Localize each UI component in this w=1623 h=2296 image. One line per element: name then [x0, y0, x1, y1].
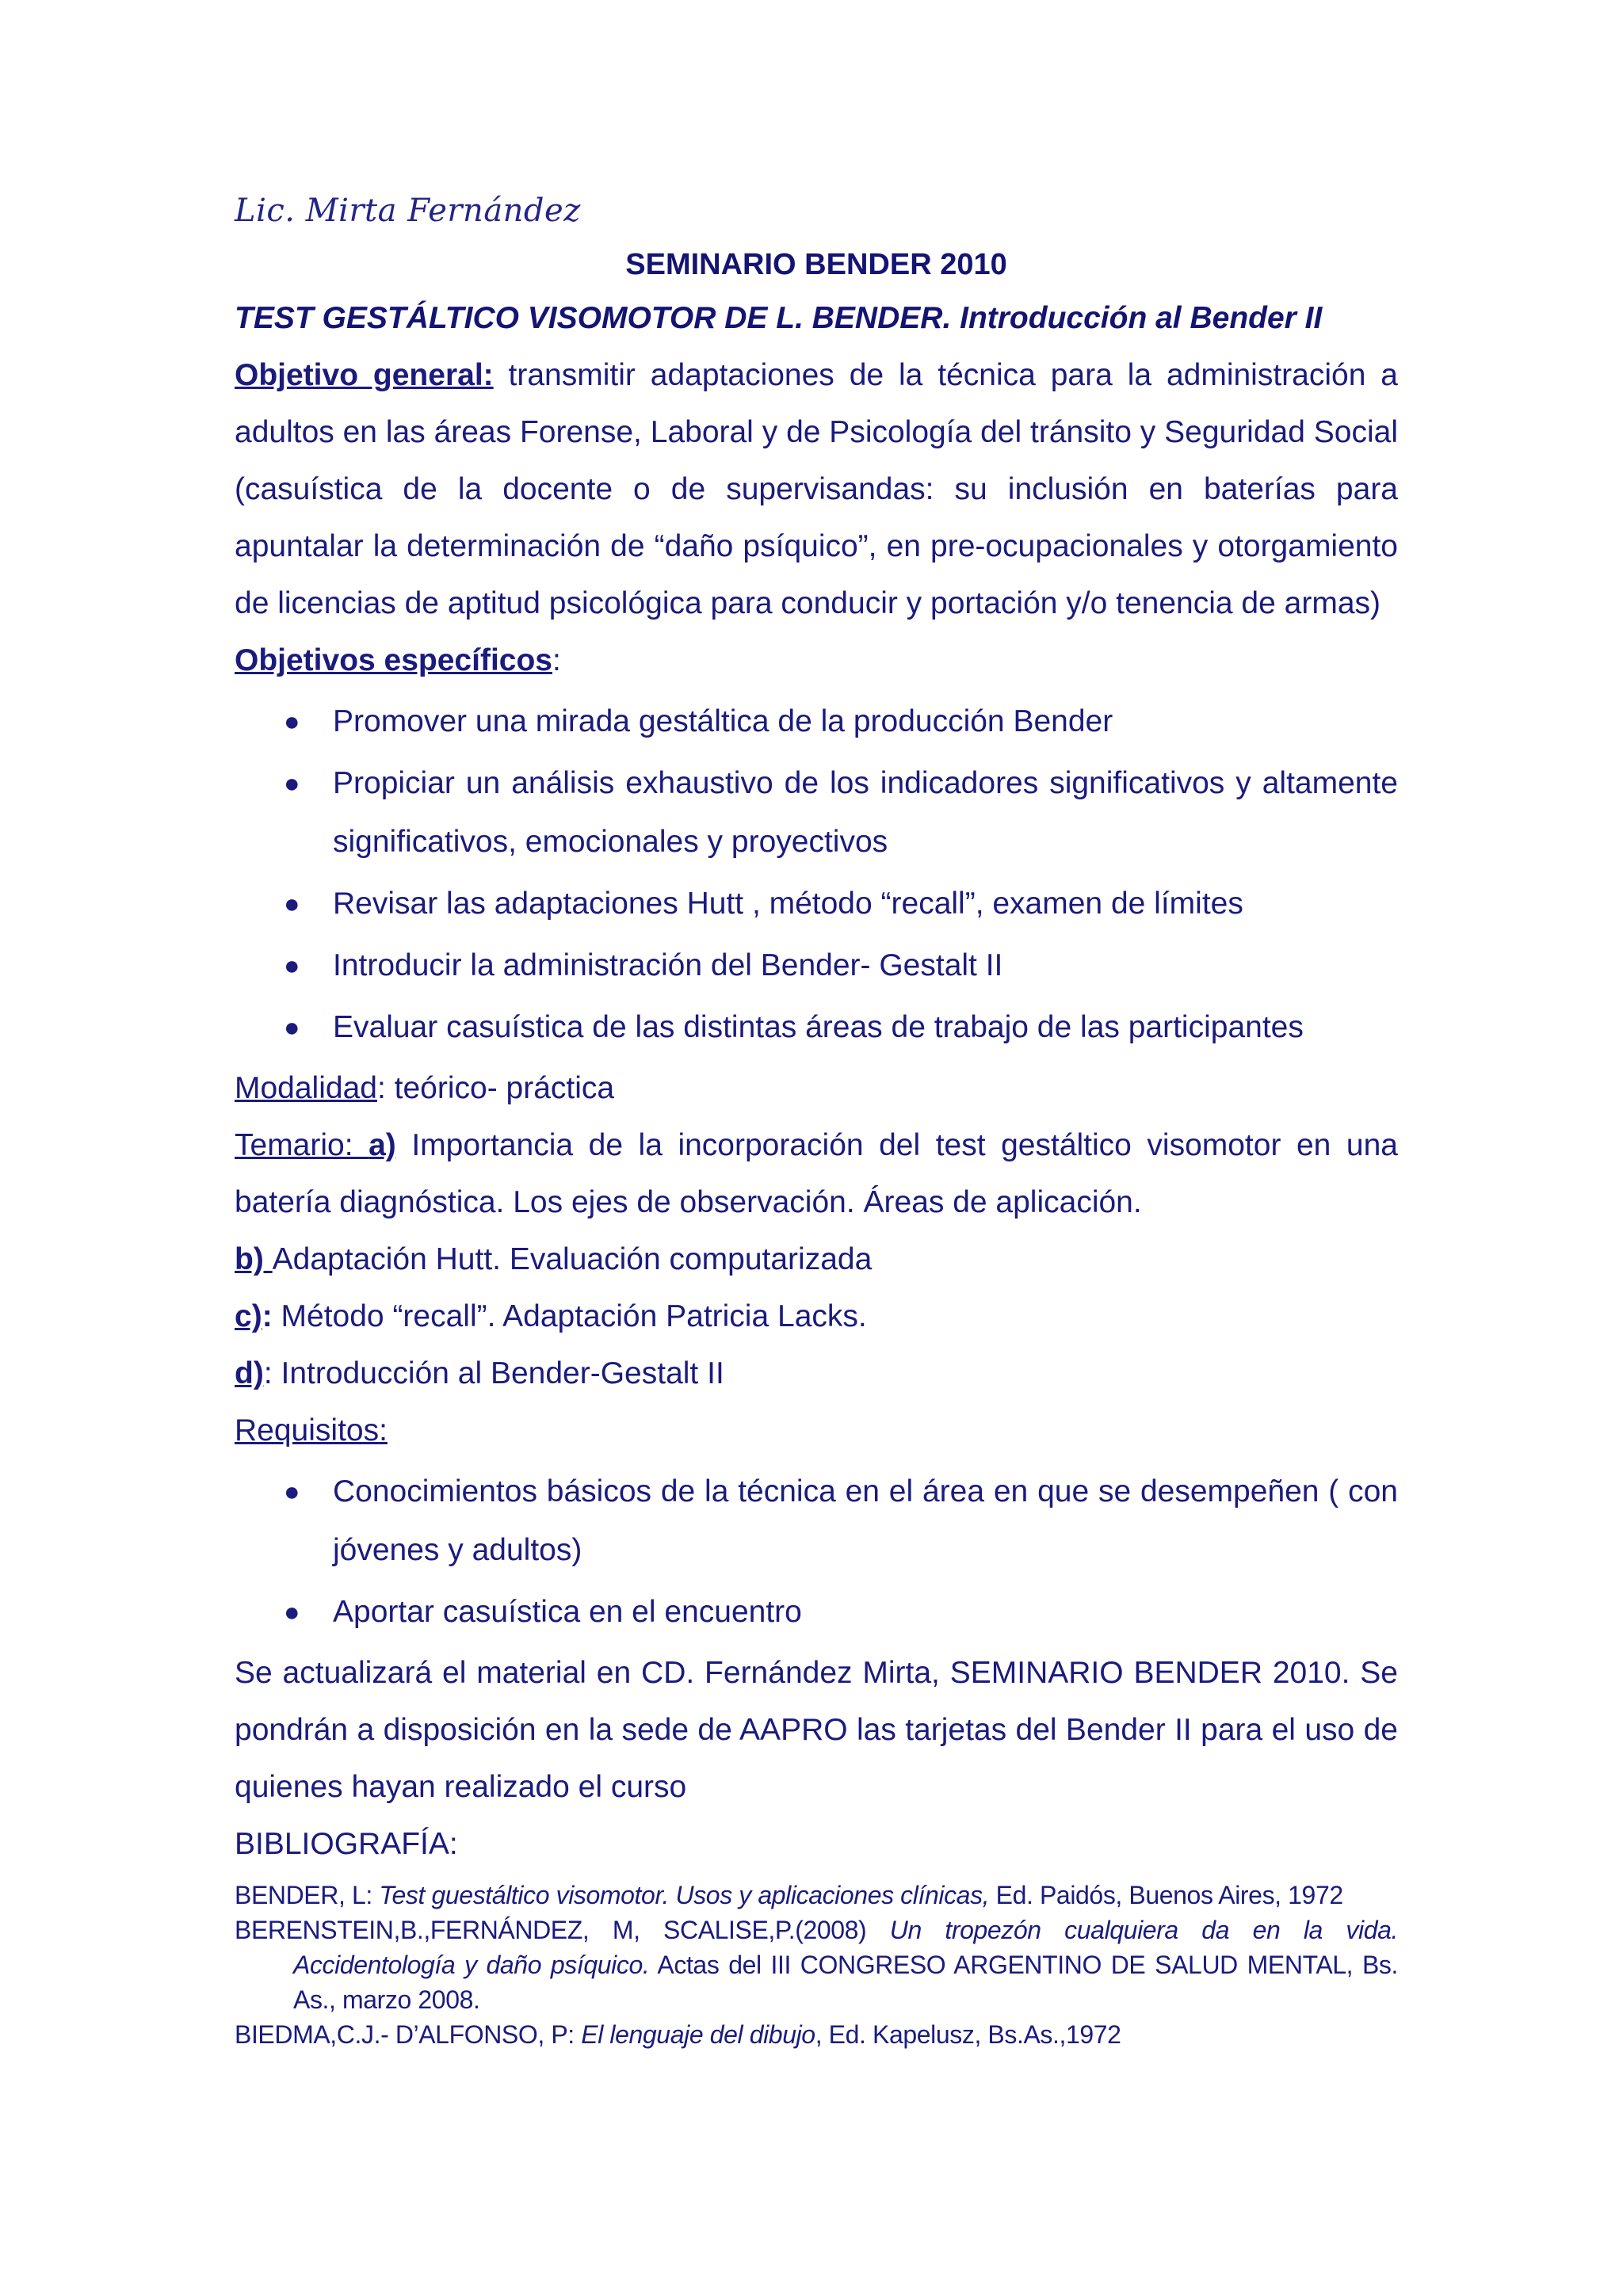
list-item-text: Evaluar casuística de las distintas áreas de trabajo de las participantes — [333, 1010, 1304, 1044]
bullet-icon: ● — [284, 1477, 300, 1507]
author-name: Lic. Mirta Fernández — [235, 193, 581, 229]
modalidad-text: : teórico- práctica — [376, 1071, 615, 1105]
temario-a — [235, 1117, 1398, 1231]
list-item — [235, 1463, 1398, 1580]
bullet-icon: ● — [284, 889, 300, 919]
objetivos-especificos-suffix: : — [552, 643, 561, 677]
temario-d-label: d) — [235, 1356, 264, 1390]
list-item-text: Propiciar un análisis exhaustivo de los indicadores significativos y altamente significativos, emocionales y proyectivos — [333, 766, 1398, 859]
list-item — [235, 998, 1398, 1057]
bib-title: Test guestáltico visomotor. Usos y aplicaciones clínicas, — [379, 1881, 990, 1909]
requisitos-label: Requisitos: — [235, 1413, 388, 1447]
temario-d-text: : Introducción al Bender-Gestalt II — [263, 1356, 724, 1390]
document-content — [235, 190, 1398, 2052]
temario-b — [235, 1231, 1398, 1288]
bib-entry — [235, 2017, 1398, 2052]
list-item-text: Aportar casuística en el encuentro — [333, 1595, 802, 1629]
temario-d — [235, 1345, 1398, 1402]
objetivo-general-label: Objetivo general: — [235, 358, 494, 392]
bib-author: BIEDMA,C.J.- D’ALFONSO, P: — [235, 2020, 582, 2049]
list-item-text: Conocimientos básicos de la técnica en el área en que se desempeñen ( con jóvenes y adultos) — [333, 1474, 1398, 1567]
temario-a-label: a) — [369, 1128, 396, 1162]
bib-title: Un tropezón cualquiera da en la vida. Accidentología y daño psíquico. — [293, 1916, 1398, 1979]
bibliografia-heading: BIBLIOGRAFÍA: — [235, 1827, 458, 1861]
bullet-icon: ● — [284, 951, 300, 981]
bib-entry — [235, 1878, 1398, 1913]
requisitos-list — [235, 1463, 1398, 1642]
bullet-icon: ● — [284, 1013, 300, 1043]
modalidad-label: Modalidad — [235, 1071, 377, 1105]
bullet-icon: ● — [284, 769, 300, 799]
modalidad — [235, 1060, 1398, 1117]
objetivo-general-text: transmitir adaptaciones de la técnica para la administración a adultos en las áreas Forense, Laboral y de Psicología del tránsito y Seguridad Social (casuística de la docente o de supervisandas: su inclusión en baterías para apuntalar la determinación de “daño psíquico”, en pre-ocupacionales y otorgamiento de licencias de aptitud psicológica para conducir y portación y/o tenencia de armas) — [235, 358, 1398, 620]
bib-publisher: , Ed. Kapelusz, Bs.As.,1972 — [815, 2020, 1121, 2049]
bullet-icon: ● — [284, 1597, 300, 1627]
list-item — [235, 754, 1398, 871]
bibliografia-list — [235, 1878, 1398, 2052]
temario-c — [235, 1288, 1398, 1345]
temario-c-label: c) — [235, 1299, 262, 1333]
objetivos-especificos-heading — [235, 632, 1398, 689]
list-item-text: Revisar las adaptaciones Hutt , método “recall”, examen de límites — [333, 887, 1243, 921]
document-title: SEMINARIO BENDER 2010 — [625, 248, 1007, 281]
objetivos-especificos-label: Objetivos específicos — [235, 643, 552, 677]
bib-publisher: Ed. Paidós, Buenos Aires, 1972 — [989, 1881, 1343, 1909]
list-item — [235, 875, 1398, 933]
temario-b-text: Adaptación Hutt. Evaluación computarizada — [272, 1242, 873, 1276]
bib-author: BENDER, L: — [235, 1881, 380, 1909]
document-subtitle: TEST GESTÁLTICO VISOMOTOR DE L. BENDER. Introducción al Bender II — [235, 301, 1323, 335]
temario-label: Temario: — [235, 1128, 369, 1162]
bib-entry — [235, 1913, 1398, 2017]
objetivo-general — [235, 347, 1398, 632]
bib-title: El lenguaje del dibujo — [581, 2020, 815, 2049]
bib-author: BERENSTEIN,B.,FERNÁNDEZ, M, SCALISE,P.(2008) — [235, 1916, 890, 1944]
list-item-text: Promover una mirada gestáltica de la producción Bender — [333, 704, 1113, 738]
list-item — [235, 1583, 1398, 1642]
bullet-icon: ● — [284, 707, 300, 737]
objetivos-especificos-list — [235, 692, 1398, 1057]
list-item-text: Introducir la administración del Bender- Gestalt II — [333, 948, 1003, 982]
bib-publisher: Actas del III CONGRESO ARGENTINO DE SALUD MENTAL, Bs. As., marzo 2008. — [293, 1951, 1398, 2014]
temario-c-text: Método “recall”. Adaptación Patricia Lacks. — [272, 1299, 867, 1333]
list-item — [235, 692, 1398, 751]
temario-c-colon: : — [262, 1299, 273, 1333]
requisitos-heading — [235, 1402, 1398, 1459]
temario-b-label: b) — [235, 1242, 273, 1276]
temario-a-text: Importancia de la incorporación del test gestáltico visomotor en una batería diagnóstica. Los ejes de observación. Áreas de aplicación. — [235, 1128, 1398, 1219]
list-item — [235, 936, 1398, 995]
nota-material: Se actualizará el material en CD. Fernández Mirta, SEMINARIO BENDER 2010. Se pondrán a disposición en la sede de AAPRO las tarjetas del Bender II para el uso de quienes hayan realizado el curso — [235, 1656, 1398, 1804]
